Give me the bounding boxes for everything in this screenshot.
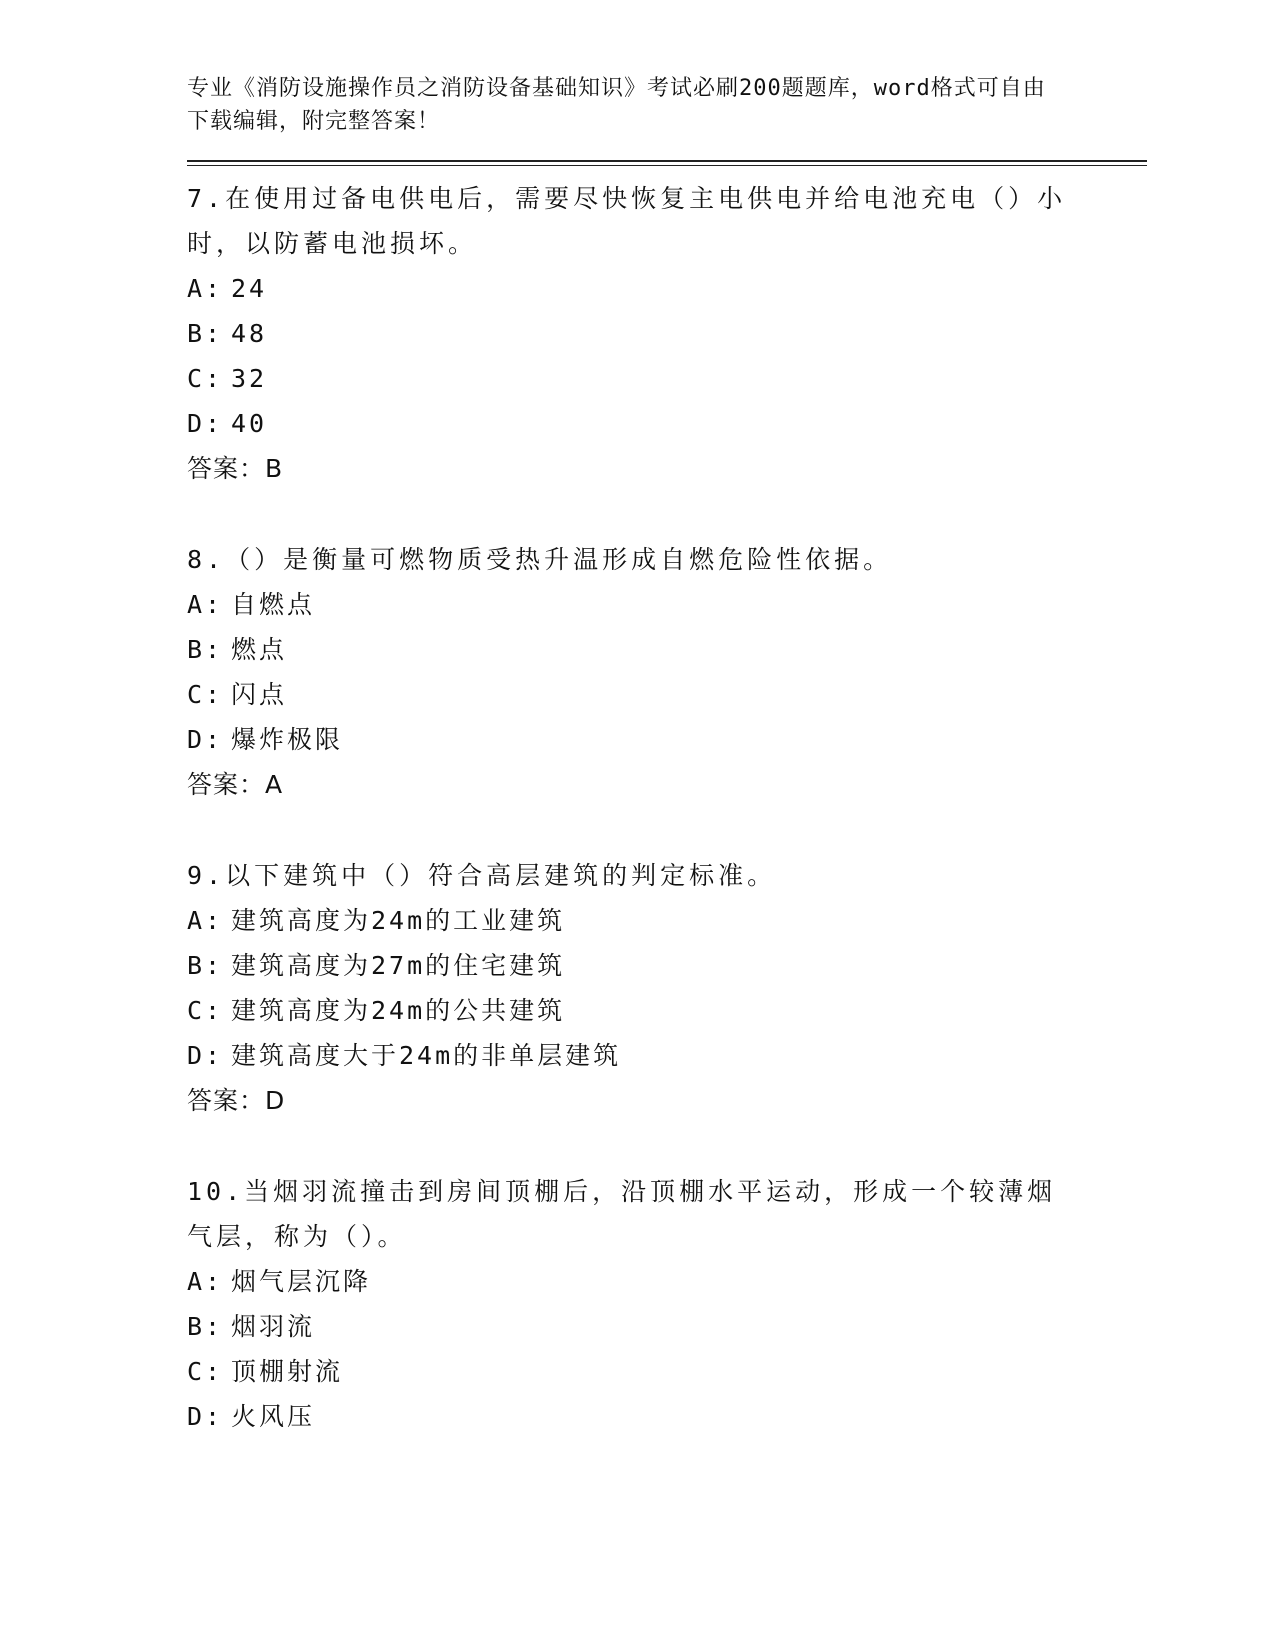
option-text: 燃点 xyxy=(231,635,288,664)
option-d xyxy=(187,1033,1147,1078)
option-key: C: xyxy=(187,1357,224,1386)
option-d xyxy=(187,1394,1147,1439)
question-stem: 10.当烟羽流撞击到房间顶棚后，沿顶棚水平运动，形成一个较薄烟气层，称为（）。 xyxy=(187,1177,1057,1251)
option-d xyxy=(187,401,1147,446)
option-c xyxy=(187,1349,1147,1394)
option-key: D: xyxy=(187,1041,224,1070)
option-key: A: xyxy=(187,274,224,303)
option-key: A: xyxy=(187,906,224,935)
answer-line: 答案：B xyxy=(187,454,284,483)
option-text: 爆炸极限 xyxy=(231,725,344,754)
option-text: 火风压 xyxy=(231,1402,316,1431)
question-stem: 9.以下建筑中（）符合高层建筑的判定标准。 xyxy=(187,861,777,890)
option-key: B: xyxy=(187,319,224,348)
option-text: 32 xyxy=(231,364,268,393)
option-key: B: xyxy=(187,951,224,980)
option-text: 自燃点 xyxy=(231,590,316,619)
question-stem: 7.在使用过备电供电后，需要尽快恢复主电供电并给电池充电（）小时，以防蓄电池损坏。 xyxy=(187,184,1067,258)
option-key: A: xyxy=(187,590,224,619)
question-9 xyxy=(187,853,1147,1123)
option-c xyxy=(187,356,1147,401)
option-b xyxy=(187,943,1147,988)
document-page xyxy=(187,72,1147,1439)
option-text: 40 xyxy=(231,409,268,438)
option-key: C: xyxy=(187,996,224,1025)
option-key: A: xyxy=(187,1267,224,1296)
option-text: 烟羽流 xyxy=(231,1312,316,1341)
option-a xyxy=(187,1259,1147,1304)
option-key: D: xyxy=(187,409,224,438)
option-key: B: xyxy=(187,1312,224,1341)
option-c xyxy=(187,672,1147,717)
option-text: 建筑高度为27m的住宅建筑 xyxy=(231,951,566,980)
option-c xyxy=(187,988,1147,1033)
option-text: 24 xyxy=(231,274,268,303)
option-text: 闪点 xyxy=(231,680,288,709)
option-text: 烟气层沉降 xyxy=(231,1267,372,1296)
option-key: C: xyxy=(187,364,224,393)
option-b xyxy=(187,311,1147,356)
option-b xyxy=(187,1304,1147,1349)
question-8 xyxy=(187,537,1147,807)
option-key: B: xyxy=(187,635,224,664)
answer-line: 答案：D xyxy=(187,1086,286,1115)
document-header: 专业《消防设施操作员之消防设备基础知识》考试必刷200题题库，word格式可自由下载编辑，附完整答案！ xyxy=(187,76,1046,134)
option-text: 建筑高度为24m的公共建筑 xyxy=(231,996,566,1025)
option-a xyxy=(187,898,1147,943)
option-text: 顶棚射流 xyxy=(231,1357,344,1386)
question-7 xyxy=(187,176,1147,491)
option-key: C: xyxy=(187,680,224,709)
option-d xyxy=(187,717,1147,762)
option-key: D: xyxy=(187,1402,224,1431)
option-key: D: xyxy=(187,725,224,754)
option-text: 48 xyxy=(231,319,268,348)
question-10 xyxy=(187,1169,1147,1439)
option-text: 建筑高度大于24m的非单层建筑 xyxy=(231,1041,622,1070)
option-text: 建筑高度为24m的工业建筑 xyxy=(231,906,566,935)
option-a xyxy=(187,582,1147,627)
option-b xyxy=(187,627,1147,672)
header-divider xyxy=(187,160,1147,166)
question-stem: 8.（）是衡量可燃物质受热升温形成自燃危险性依据。 xyxy=(187,545,893,574)
option-a xyxy=(187,266,1147,311)
answer-line: 答案：A xyxy=(187,770,284,799)
